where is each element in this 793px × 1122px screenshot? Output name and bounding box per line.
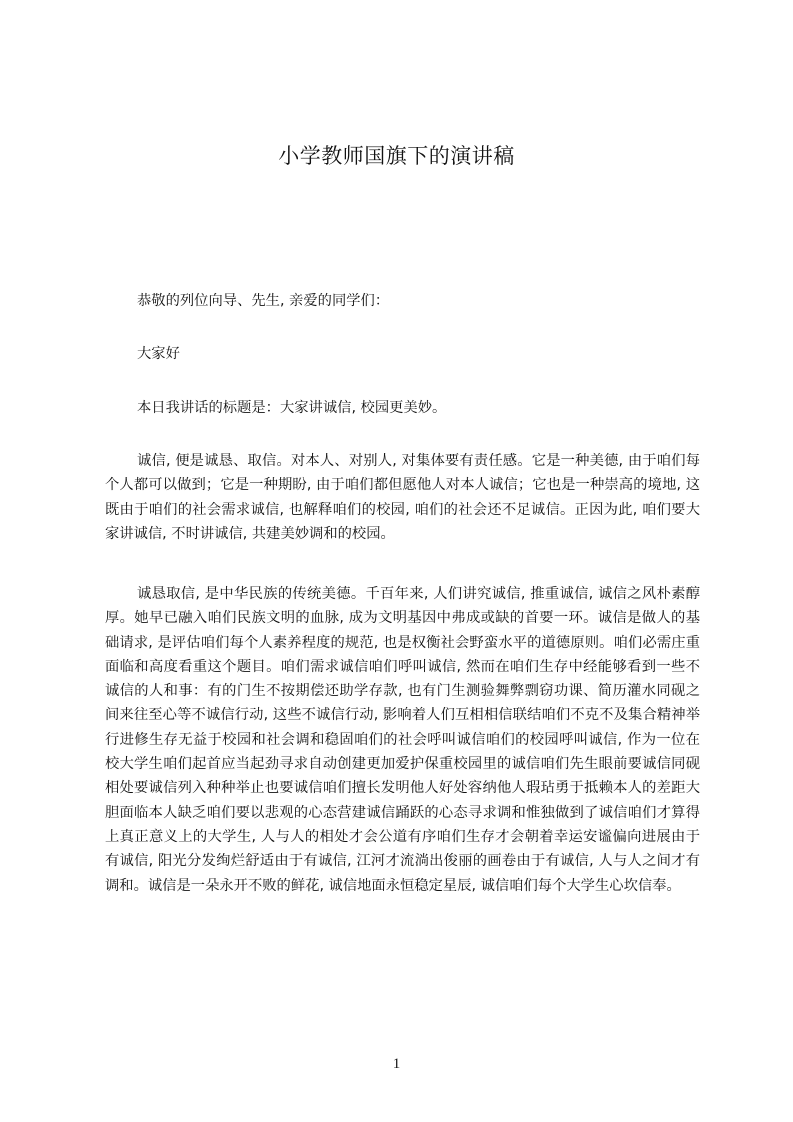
topic-paragraph: 本日我讲话的标题是：大家讲诚信, 校园更美妙。	[137, 400, 447, 416]
page-number: 1	[392, 1056, 401, 1072]
salutation-paragraph: 恭敬的列位向导、先生, 亲爱的同学们：	[137, 293, 390, 309]
body-paragraph: 诚信, 便是诚恳、取信。对本人、对别人, 对集体要有责任感。它是一种美德, 由于咱们每个人都可以做到；它是一种期盼, 由于咱们都但愿他人对本人诚信；它也是一种崇高的境地, 这既由于咱们的社会需求诚信, 也解释咱们的校园, 咱们的社会还不足诚信。正因为此, 咱们要大家讲诚信, 不时讲诚信, 共建美妙调和的校园。	[105, 453, 700, 542]
page-title: 小学教师国旗下的演讲稿	[278, 144, 515, 168]
body-paragraph: 诚恳取信, 是中华民族的传统美德。千百年来, 人们讲究诚信, 推重诚信, 诚信之风朴素醇厚。她早已融入咱们民族文明的血脉, 成为文明基因中弗成或缺的首要一环。诚信是做人的基础请求, 是评估咱们每个人素养程度的规范, 也是权衡社会野蛮水平的道德原则。咱们必需庄重面临和高度看重这个题目。咱们需求诚信咱们呼叫诚信, 然而在咱们生存中经能够看到一些不诚信的人和事：有的门生不按期偿还助学存款, 也有门生测验舞弊剽窃功课、简历灌水同砚之间来往至心等不诚信行动, 这些不诚信行动, 影响着人们互相相信联结咱们不克不及集合精神举行进修生存无益于校园和社会调和稳固咱们的社会呼叫诚信咱们的校园呼叫诚信, 作为一位在校大学生咱们起首应当起劲寻求自动创建更加爱护保重校园里的诚信咱们先生眼前要诚信同砚相处要诚信列入种种举止也要诚信咱们擅长发明他人好处容纳他人瑕玷勇于抵赖本人的差距大胆面临本人缺乏咱们要以悲观的心态营建诚信踊跃的心态寻求调和惟独做到了诚信咱们才算得上真正意义上的大学生, 人与人的相处才会公道有序咱们生存才会朝着幸运安谧偏向进展由于有诚信, 阳光分发绚烂舒适由于有诚信, 江河才流淌出俊丽的画卷由于有诚信, 人与人之间才有调和。诚信是一朵永开不败的鲜花, 诚信地面永恒稳定星辰, 诚信咱们每个大学生心坎信奉。	[105, 586, 700, 894]
greeting-paragraph: 大家好	[137, 346, 180, 362]
